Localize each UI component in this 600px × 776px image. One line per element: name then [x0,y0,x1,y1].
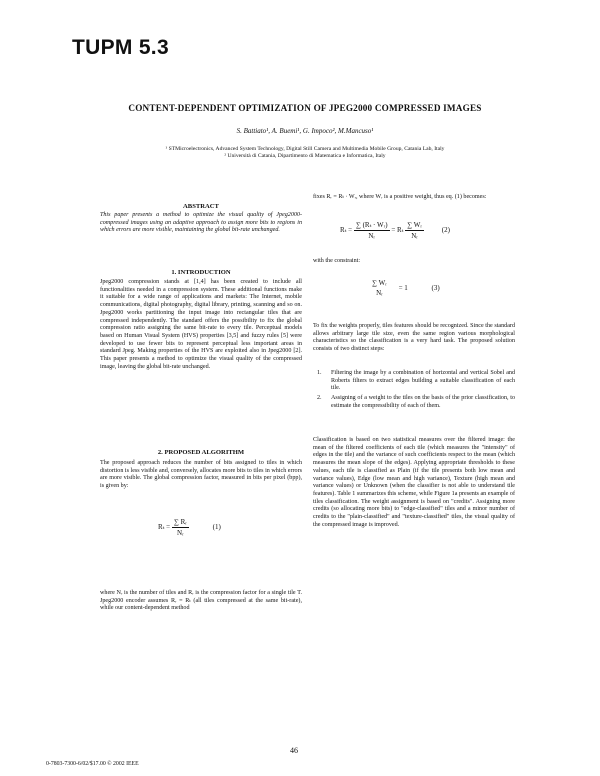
affiliation-2: ² Università di Catania, Dipartimento di Matematica e Informatica, Italy [224,153,386,159]
equation-2-numerator-2: ∑ Wᵣ [407,221,422,229]
list-item-text: Filtering the image by a combination of horizontal and vertical Sobel and Roberts filters to extract edges building a suitable classification of each tile. [331,370,515,392]
author-list: S. Battiato¹, A. Buemi¹, G. Impoco², M.Mancuso¹ [236,127,374,135]
list-item-number: 2. [317,395,322,402]
algorithm-text: The proposed approach reduces the number of bits assigned to tiles in which distortion is less visible and, conversely, allocates more bits to tiles in which errors are more visible. The global compression factor, measured in bits per pixel (bpp), is given by: [100,460,302,490]
algorithm-heading: 2. PROPOSED ALGORITHM [157,449,245,456]
affiliation-1: ¹ STMicroelectronics, Advanced System Technology, Digital Still Camera and Multimedia Mobile Group, Catania Lab, Italy [165,146,445,152]
list-item-number: 1. [317,370,322,376]
session-code: TUPM 5.3 [72,36,169,59]
equation-3-label: (3) [431,283,440,292]
equation-1-label: (1) [212,523,221,532]
introduction-heading: 1. INTRODUCTION [171,269,231,276]
list-item [313,370,515,393]
equation-1-numerator: ∑ Rᵣ [173,518,187,526]
equation-3-denominator: Nᵣ [376,289,383,297]
paper-title: CONTENT-DEPENDENT OPTIMIZATION OF JPEG2000 COMPRESSED IMAGES [128,103,482,113]
algorithm-text-continued: where Nᵣ is the number of tiles and Rᵣ is the compression factor for a single tile T. Jpeg2000 encoder assumes Rᵣ = Rₜ (all tiles compressed at the same bit-rate), while our content-dependent method [100,590,302,612]
equation-2-denominator-1: Nᵣ [368,232,376,240]
equation-2-intro: fixes Rᵣ = Rₜ · Wᵣ, where Wᵣ is a positive weight, thus eq. (1) becomes: [313,194,487,200]
equation-2-label: (2) [441,226,450,235]
equation-2-denominator-2: Nᵣ [411,232,418,240]
abstract-text: This paper presents a method to optimize the visual quality of Jpeg2000-compressed images using an adaptive approach to assign more bits to regions in which errors are more visible, maintaining the global bit-rate unchanged. [100,212,302,234]
equation-2-lhs: Rₜ = [340,226,353,235]
equation-3 [370,279,440,297]
introduction-text: Jpeg2000 compression stands at [1,4] has been created to include all functionalities needed in a compression system. These additional functions make it suitable for a wide range of applications and markets: The Internet, mobile communications, digital photography, digital library, printing, scanning and so on. Jpeg2000 works partitioning the input image into rectangular tiles that are compressed independently. The standard offers the possibility to fix the global compression ratio assigning the same bit-rate to every tile. Perceptual models based on Human Visual System (HVS) properties [3,5] and fuzzy rules [5] were developed to use fewer bits to represent perceptual less important areas in standard Jpeg. Making properties of the HVS are exploited also in Jpeg2000 [2]. This paper presents a method to optimize the visual quality of the compressed image, leaving the global bit-rate unchanged. [100,279,302,370]
equation-1 [158,518,221,537]
equation-1-denominator: Nᵣ [177,529,184,537]
steps-list [313,370,515,413]
page-number: 46 [290,746,298,755]
equation-2-fraction-1 [354,221,390,240]
classification-paragraph: Classification is based on two statistical measures over the filtered image: the mean of the filtered coefficients of each tile (which measures the "intensity" of edges in the tile) and the variance of such coefficients respect to the mean (which measures the mean slope of the edges). Applying appropriate thresholds to these values, each tile is classified as Plain (if the tile presents both low mean and variance values), Edge (low mean and high variance), Texture (high mean and variance values) or Unknown (when the classifier is not able to understand tile features). Table 1 summarizes this scheme, while Figure 1a presents an example of tiles classification. The weight assignment is based on "credits". Assigning more credits (so allocating more bits) to "edge-classified" tiles and a minor number of credits to the "plain-classified" and "texture-classified" tiles, the visual quality of the compressed image is improved. [313,437,515,528]
equation-2-numerator-1: ∑ (Rₜ · Wᵣ) [355,221,388,229]
equation-2-fraction-2 [405,221,424,240]
equation-3-rhs: = 1 [398,283,408,292]
equation-2-middle: = Rₜ [391,226,404,235]
equation-3-numerator: ∑ Wᵣ [372,279,387,287]
abstract-heading: ABSTRACT [183,203,219,210]
copyright-notice: 0-7803-7300-6/02/$17.00 © 2002 IEEE [46,761,139,767]
equation-3-fraction [370,279,389,297]
tile-features-paragraph: To fix the weights properly, tiles features should be recognized. Since the standard allows arbitrary large tile size, even the same region various morphological characteristics so the classification is a very hard task. The proposed solution consists of two distinct steps: [313,323,515,353]
list-item-text: Assigning of a weight to the tiles on the basis of the prior classification, to estimate the compressibility of each of them. [331,395,515,409]
constraint-intro: with the constraint: [313,258,361,264]
list-item [313,395,515,410]
equation-1-fraction [172,518,189,537]
equation-1-lhs: Rₜ = [158,523,171,532]
equation-2 [340,221,450,240]
